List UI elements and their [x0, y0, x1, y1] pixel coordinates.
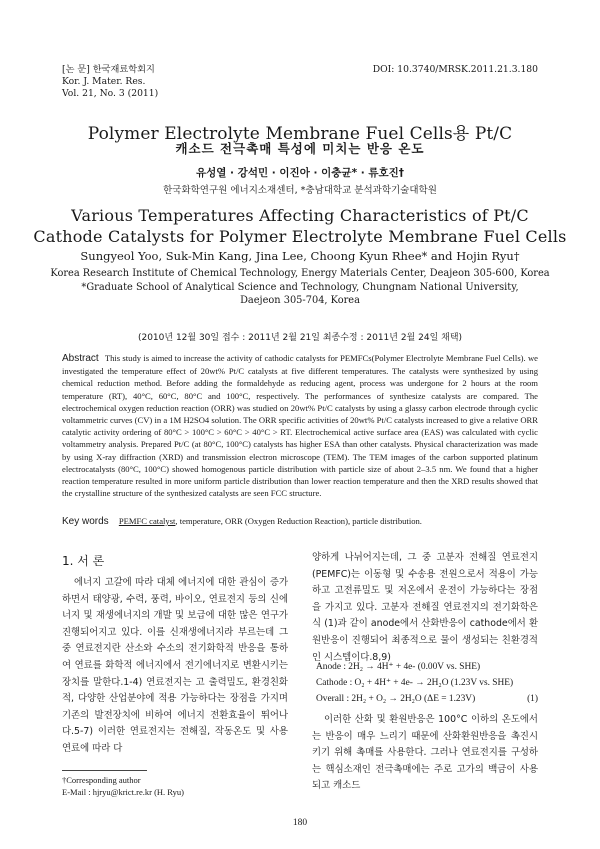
authors-ko: 유성열 · 강석민 · 이진아 · 이충균* · 류호진† [195, 167, 405, 179]
equation-number: (1) [527, 694, 538, 704]
equation-overall [316, 691, 538, 708]
keywords-rest: , temperature, ORR (Oxygen Reduction Reaction), particle distribution. [175, 516, 422, 526]
title-en-line-2: Cathode Catalysts for Polymer Electrolyte Membrane Fuel Cells [33, 227, 567, 246]
affiliation-ko: 한국화학연구원 에너지소재센터, *충남대학교 분석과학기술대학원 [163, 185, 437, 196]
right-column [312, 550, 538, 666]
authors-en: Sungyeol Yoo, Suk-Min Kang, Jina Lee, Choong Kyun Rhee* and Hojin Ryu† [80, 249, 520, 263]
affiliation-en [0, 267, 600, 308]
footnote-divider [62, 770, 147, 771]
keyword-first: PEMFC catalyst [118, 516, 176, 526]
keywords [62, 516, 538, 527]
abstract-label: Abstract [62, 353, 99, 364]
affiliation-en-line-1: Korea Research Institute of Chemical Technology, Energy Materials Center, Deajeon 305-600, Korea [50, 268, 550, 279]
left-column-text: 에너지 고갈에 따라 대체 에너지에 대한 관심이 증가하면서 태양광, 수력, 풍력, 바이오, 연료전지 등의 신에너지 및 재생에너지의 개발 및 보급에 대한 많은 연구가 진행되어지고 있다. 이를 신재생에너지라 부르는데 그 중 연료전지란 산소와 수소의 전기화학적 반응을 통하여 연료를 화학적 에너지에서 전기에너지로 변환시키는 장치를 말한다.1-4) 연료전지는 고 출력밀도, 환경친화적, 다양한 산업분야에 적용 가능하다는 장점을 가지며 기존의 발전장치에 비하여 에너지 전환효율이 뛰어나다.5-7) 이러한 연료전지는 전해질, 작동온도 및 사용 연료에 따라 다 [62, 577, 288, 754]
abstract-text: This study is aimed to increase the activity of cathodic catalysts for PEMFCs(Polymer Electrolyte Membrane Fuel Cells). we investigated the temperature effect of 20wt% Pt/C catalysts at five different temperatures. The catalysts were synthesized by using chemical reduction method. Before adding the formaldehyde as reducing agent, process was undergone for 2 hours at the room temperature (RT), 40°C, 60°C, 80°C and 100°C, respectively. The performances of synthesize catalysts are compared. The electrochemical oxygen reduction reaction (ORR) was studied on 20wt% Pt/C catalysts by using a glassy carbon electrode through cyclic voltammetric curves (CV) in a 1M H2SO4 solution. The ORR specific activities of 20wt% Pt/C catalysts increased to give a relative ORR catalytic activity ordering of 80°C > 100°C > 60°C > 40°C > RT. Electrochemical active surface area (EAS) was calculated with cyclic voltammetry analysis. Prepared Pt/C (at 80°C, 100°C) catalysts has higher ESA than other catalysts. Physical characterization was made by using X-ray diffraction (XRD) and transmission electron microscope (TEM). The TEM images of the carbon supported platinum electrocatalysts (80°C, 100°C) showed homogenous particle distribution with particle size of about 2–3.5 nm. We found that a higher reaction temperature resulted in more uniform particle distribution than lower reaction temperature and then the XRD results showed that the crystalline structure of the synthesized catalysts are seen FCC structure. [62, 353, 538, 499]
title-en: Polymer Electrolyte Membrane Fuel Cells용 Pt/C [87, 124, 513, 144]
title-ko: 캐소드 전극촉매 특성에 미치는 반응 온도 [175, 141, 425, 156]
right-column-text-1: 양하게 나뉘어지는데, 그 중 고분자 전해질 연료전지(PEMFC)는 이동형 및 수송용 전원으로서 적용이 가능하고 고전류밀도 및 저온에서 운전이 가능하다는 장점을 가지고 있다. 고분자 전해질 연료전지의 전기화학은 식 (1)과 같이 anode에서 산화반응이 cathode에서 환원반응이 진행되어 최종적으로 물이 생성되는 친환경적인 시스템이다.8,9) [312, 552, 538, 663]
page-number: 180 [292, 818, 308, 828]
title-en-line-1: Various Temperatures Affecting Characteristics of Pt/C [71, 206, 529, 225]
section-title: 1. 서 론 [62, 554, 105, 568]
footnote-corresponding: †Corresponding author [62, 775, 141, 785]
doi: DOI: 10.3740/MRSK.2011.21.3.180 [372, 64, 538, 75]
journal-header [62, 64, 158, 100]
keywords-label: Key words [62, 516, 109, 527]
equation-overall-text: Overall : 2H₂ + O₂ → 2H₂O (ΔE = 1.23V) [316, 694, 476, 704]
title-en-full [0, 205, 600, 247]
journal-volume: Vol. 21, No. 3 (2011) [62, 88, 159, 99]
affiliation-en-line-3: Daejeon 305-704, Korea [240, 295, 360, 306]
equation-anode: Anode : 2H₂ → 4H⁺ + 4e- (0.00V vs. SHE) [316, 662, 481, 672]
equation-cathode: Cathode : O₂ + 4H⁺ + 4e- → 2H₂O (1.23V vs. SHE) [316, 678, 514, 688]
affiliation-en-line-2: *Graduate School of Analytical Science and Technology, Chungnam National University, [81, 281, 519, 293]
right-column-2 [312, 712, 538, 795]
right-column-text-2: 이러한 산화 및 환원반응은 100°C 이하의 온도에서는 반응이 매우 느리기 때문에 산화환원반응을 촉진시키기 위해 촉매를 사용한다. 그러나 연료전지를 구성하는 핵심소재인 전극촉매에는 주로 고가의 백금이 사용되고 캐소드 [312, 714, 538, 792]
left-column [62, 575, 288, 758]
journal-name-ko: [논 문] 한국재료학회지 [62, 64, 155, 75]
received-dates: (2010년 12월 30일 접수 : 2011년 2월 21일 최종수정 : 2011년 2월 24일 채택) [137, 333, 463, 343]
journal-name-en: Kor. J. Mater. Res. [62, 76, 146, 87]
footnote-email: E-Mail : hjryu@krict.re.kr (H. Ryu) [62, 787, 184, 797]
abstract [62, 352, 538, 499]
